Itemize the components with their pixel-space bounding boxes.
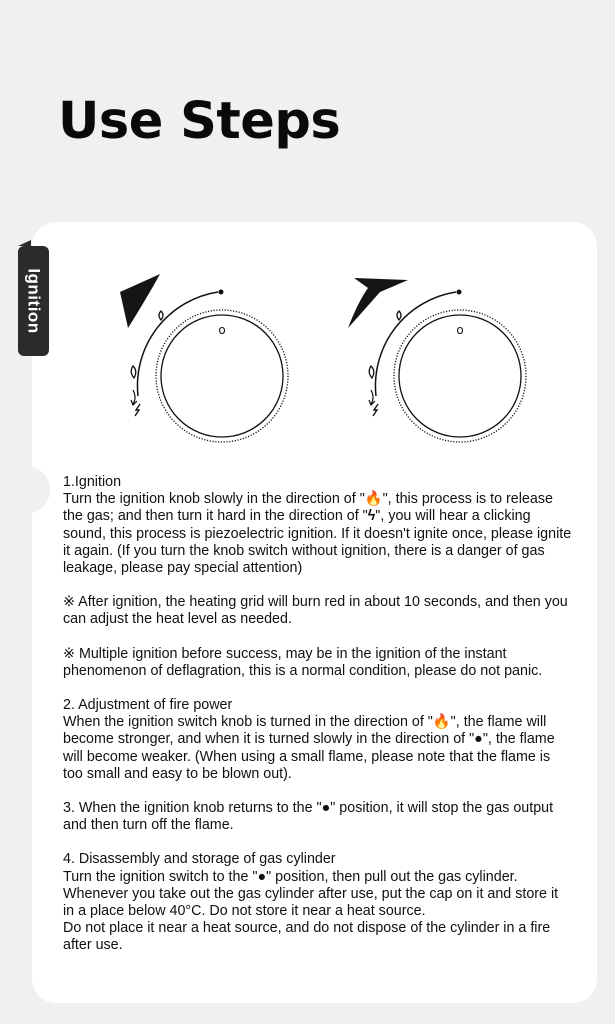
ignition-bolt-icon: ϟ (367, 508, 376, 525)
step4-text-c: Do not place it near a heat source, and do not dispose of the cylinder in a fire after use. (63, 920, 551, 954)
ignite-arrow-icon (133, 390, 135, 404)
step4-disassembly (63, 851, 573, 954)
off-dot-icon: ● (257, 868, 267, 885)
flame-icon: 🔥 (432, 714, 451, 731)
step2-fire-power (63, 697, 573, 783)
ignition-bolt-icon (373, 404, 378, 416)
knob-diagram-left (108, 266, 308, 456)
step1-text-c: ", you will hear a clicking sound, this process is piezoelectric ignition. If it doesn't ignite once, please ignite it again. (If you turn the knob switch without ignition, there is a danger of gas leakage, please pay special attention) (63, 508, 572, 577)
off-dot-icon: ● (474, 731, 483, 748)
big-flame-icon (131, 366, 136, 378)
step2-heading: 2. Adjustment of fire power (63, 697, 233, 714)
step2-text-b: ", the flame will become stronger, and when it is turned slowly in the direction of " (63, 714, 547, 748)
step1-text-a: Turn the ignition knob slowly in the direction of " (63, 491, 365, 508)
big-flame-icon (369, 366, 374, 378)
dial-scale-arc (375, 292, 456, 396)
off-dot-icon (219, 290, 224, 295)
step2-text-c: ", the flame will become weaker. (When using a small flame, please note that the flame is too small and easy to be blown out). (63, 731, 555, 782)
turn-arrow-left-icon (120, 274, 160, 328)
off-dot-icon (457, 290, 462, 295)
note-deflagration: ※ Multiple ignition before success, may be in the ignition of the instant phenomenon of deflagration, this is a normal condition, please do not panic. (63, 645, 543, 679)
step3-text-a: 3. When the ignition knob returns to the " (63, 800, 322, 817)
step3-text-b: " position, it will stop the gas output and then turn off the flame. (63, 800, 554, 834)
ignite-arrow-icon (371, 390, 373, 404)
knob-marker: o (456, 323, 464, 337)
dial-scale-arc (137, 292, 218, 396)
knob-diagram-left-svg (108, 266, 308, 456)
flame-icon: 🔥 (364, 491, 383, 508)
step1-heading: 1.Ignition (63, 474, 122, 490)
step1-ignition (63, 474, 573, 577)
page-title: Use Steps (58, 92, 341, 151)
small-flame-icon (397, 311, 401, 320)
off-dot-icon: ● (321, 800, 331, 817)
knob-marker: o (218, 323, 226, 337)
step4-text-b: " position, then pull out the gas cylinder. Whenever you take out the gas cylinder after use, put the cap on it and store it in a place below 40°C. Do not store it near a heat source. (63, 868, 559, 920)
note-heating-grid: ※ After ignition, the heating grid will burn red in about 10 seconds, and then you can adjust the heat level as needed. (63, 594, 568, 628)
instructions-text (63, 474, 573, 955)
step4-text-a: Turn the ignition switch to the " (63, 868, 258, 885)
step3-turn-off (63, 800, 573, 834)
step2-text-a: When the ignition switch knob is turned in the direction of " (63, 714, 433, 731)
ignition-bolt-icon (135, 404, 140, 416)
knob-diagram-right-svg (346, 266, 546, 456)
step4-heading: 4. Disassembly and storage of gas cylinder (63, 851, 336, 868)
knob-diagram-right (346, 266, 546, 456)
side-tab-ignition (18, 246, 49, 356)
side-tab-label: Ignition (24, 268, 44, 334)
step1-text-b: ", this process is to release the gas; and then turn it hard in the direction of " (63, 491, 553, 525)
small-flame-icon (159, 311, 163, 320)
